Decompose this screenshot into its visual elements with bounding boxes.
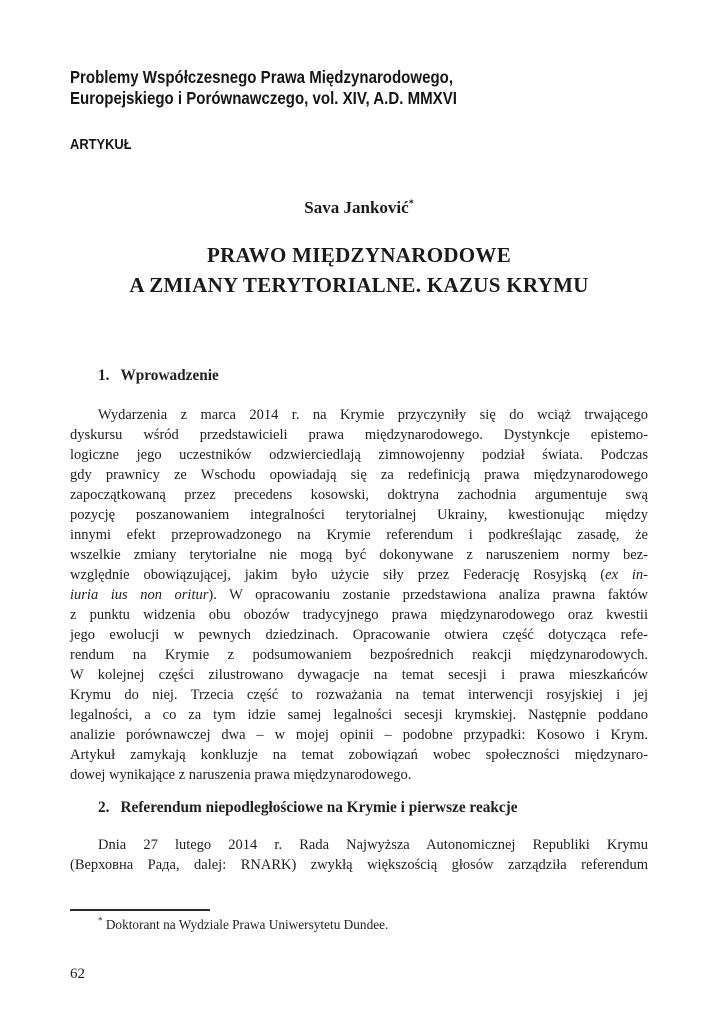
text-segment: logiczne jego uczestników odzwierciedlają zimnowojenny podział świata. Podczas	[70, 447, 648, 463]
section-number: 1.	[98, 367, 110, 384]
text-line	[70, 525, 648, 545]
text-line	[70, 485, 648, 505]
text-segment: Krymu do niej. Trzecia część to rozważania na temat interwencji rosyjskiej i jej	[70, 687, 648, 703]
text-line	[70, 745, 648, 765]
text-line	[70, 465, 648, 485]
text-segment: ). W opracowaniu zostanie przedstawiona analiza prawna faktów	[208, 587, 648, 603]
section-number: 2.	[98, 799, 110, 816]
text-segment: Artykuł zamykają konkluzje na temat zobowiązań wobec społeczności międzynaro-	[70, 747, 648, 763]
text-segment: zapoczątkowaną przez precedens kosowski, doktryna zachodnia argumentuje swą	[70, 487, 648, 503]
text-line	[70, 565, 648, 585]
text-line	[70, 765, 648, 785]
text-segment: pozycję poszanowaniem integralności terytorialnej Ukrainy, kwestionując między	[70, 507, 648, 523]
text-line	[70, 625, 648, 645]
text-segment: dyskursu wśród przedstawicieli prawa międzynarodowego. Dystynkcje epistemo-	[70, 427, 648, 443]
journal-title-line1: Problemy Współczesnego Prawa Międzynarodowego,	[70, 67, 454, 87]
text-line	[70, 605, 648, 625]
text-segment: legalności, a co za tym idzie samej legalności secesji krymskiej. Następnie poddano	[70, 707, 648, 723]
footnote-separator	[70, 909, 210, 911]
footnote-text: Doktorant na Wydziale Prawa Uniwersytetu Dundee.	[102, 917, 389, 932]
journal-title-line2: Europejskiego i Porównawczego, vol. XIV, A.D. MMXVI	[70, 88, 457, 108]
author-footnote-marker: *	[408, 198, 414, 210]
text-segment: innymi efekt przeprowadzonego na Krymie referendum i podkreślając zasadę, że	[70, 527, 648, 543]
italic-text: ex in-	[605, 567, 648, 583]
article-title	[70, 240, 648, 300]
text-line	[70, 705, 648, 725]
article-type-label: ARTYKUŁ	[70, 136, 132, 153]
paragraph	[70, 835, 648, 875]
article-title-line2: A ZMIANY TERYTORIALNE. KAZUS KRYMU	[129, 273, 589, 297]
text-line	[70, 545, 648, 565]
text-segment: wszelkie zmiany terytorialne nie mogą być dokonywane z naruszeniem normy bez-	[70, 547, 648, 563]
text-line	[70, 445, 648, 465]
section-title: Referendum niepodległościowe na Krymie i pierwsze reakcje	[120, 799, 518, 816]
text-segment: dowej wynikające z naruszenia prawa międzynarodowego.	[70, 767, 412, 783]
text-segment: względnie obowiązującej, jakim było użycie siły przez Federację Rosyjską (	[70, 567, 606, 583]
text-segment: rendum na Krymie z podsumowaniem bezpośrednich reakcji międzynarodowych.	[70, 647, 648, 663]
text-segment: (Верховна Рада, dalej: RNARK) zwykłą większością głosów zarządziła referendum	[70, 857, 648, 873]
text-segment: analizie porównawczej dwa – w mojej opinii – podobne przypadki: Kosowo i Krym.	[70, 727, 648, 743]
text-segment: z punktu widzenia obu obozów tradycyjnego prawa międzynarodowego oraz kwestii	[70, 607, 648, 623]
text-line	[70, 855, 648, 875]
text-line	[70, 585, 648, 605]
text-line	[70, 725, 648, 745]
text-line	[70, 505, 648, 525]
author-line	[70, 198, 648, 218]
text-segment: W kolejnej części zilustrowano dywagacje na temat secesji i prawa mieszkańców	[70, 667, 648, 683]
italic-text: iuria ius non oritur	[70, 587, 209, 603]
text-segment: jego ewolucji w pewnych dziedzinach. Opracowanie otwiera część dotycząca refe-	[70, 627, 648, 643]
text-line	[70, 835, 648, 855]
text-line	[70, 645, 648, 665]
text-segment: Dnia 27 lutego 2014 r. Rada Najwyższa Autonomicznej Republiki Krymu	[98, 837, 648, 853]
text-line	[70, 665, 648, 685]
journal-masthead	[70, 67, 457, 109]
section-title: Wprowadzenie	[120, 367, 219, 384]
page-number: 62	[70, 966, 85, 982]
text-segment: Wydarzenia z marca 2014 r. na Krymie przyczyniły się do wciąż trwającego	[98, 407, 648, 423]
footnote-marker: *	[98, 915, 103, 926]
section-heading	[70, 366, 648, 386]
paragraph	[70, 405, 648, 785]
article-body	[70, 366, 648, 875]
author-name: Sava Janković	[304, 198, 409, 217]
text-line	[70, 405, 648, 425]
text-line	[70, 425, 648, 445]
footnote	[70, 916, 648, 934]
text-segment: gdy prawnicy ze Wschodu opowiadają się za redefinicją prawa międzynarodowego	[70, 467, 648, 483]
text-line	[70, 685, 648, 705]
section-heading	[70, 798, 648, 818]
article-title-line1: PRAWO MIĘDZYNARODOWE	[206, 243, 512, 267]
